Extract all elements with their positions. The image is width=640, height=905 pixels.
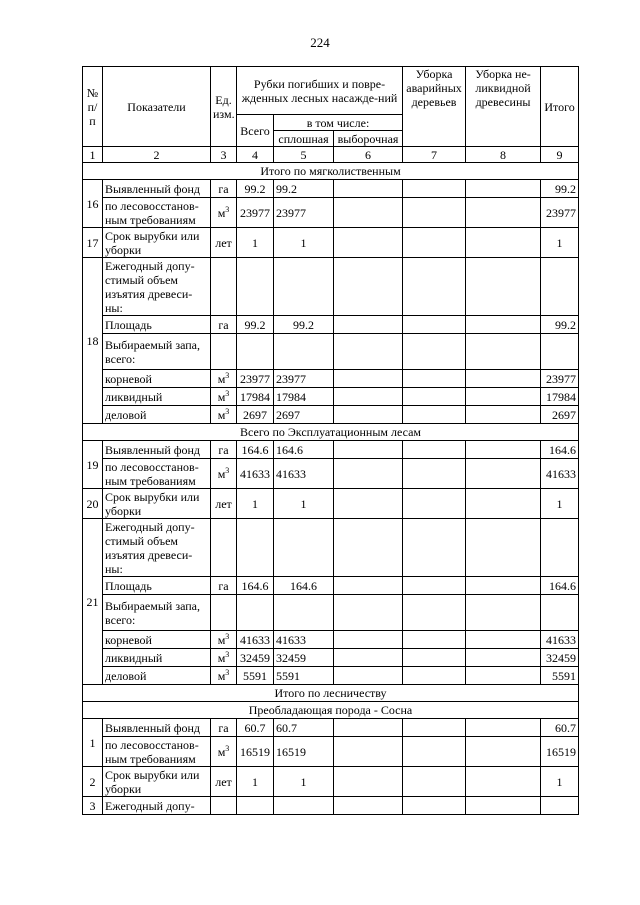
index-cell: 1: [83, 147, 103, 163]
value-itogo: 23977: [541, 198, 579, 228]
value-itogo: 2697: [541, 406, 579, 424]
value-emergency: [403, 180, 466, 198]
value-total: 164.6: [237, 577, 274, 595]
value-clear: 16519: [274, 737, 334, 767]
empty-cell: [466, 334, 541, 370]
empty-cell: [211, 595, 237, 631]
index-cell: 8: [466, 147, 541, 163]
value-illiquid: [466, 489, 541, 519]
value-illiquid: [466, 441, 541, 459]
value-itogo: 32459: [541, 649, 579, 667]
value-emergency: [403, 649, 466, 667]
value-illiquid: [466, 370, 541, 388]
unit-cell: га: [211, 316, 237, 334]
unit-cell: [211, 631, 237, 649]
value-emergency: [403, 441, 466, 459]
unit-m3: м: [217, 466, 226, 481]
indicator-label: корневой: [103, 631, 211, 649]
header-unit: Ед. изм.: [211, 67, 237, 147]
empty-cell: [541, 519, 579, 577]
value-selective: [334, 459, 403, 489]
value-itogo: 41633: [541, 459, 579, 489]
value-itogo: 1: [541, 489, 579, 519]
value-selective: [334, 316, 403, 334]
empty-cell: [237, 519, 274, 577]
unit-m3: м: [217, 205, 226, 220]
value-emergency: [403, 370, 466, 388]
empty-cell: [466, 258, 541, 316]
empty-cell: [274, 797, 334, 815]
unit-cell: [211, 649, 237, 667]
empty-cell: [403, 797, 466, 815]
value-itogo: 5591: [541, 667, 579, 685]
empty-cell: [237, 334, 274, 370]
indicator-label: Выбираемый запа, всего:: [103, 595, 211, 631]
header-illiquid: Уборка не-ликвидной древесины: [466, 67, 541, 147]
unit-m3-exponent: 3: [225, 406, 230, 416]
value-clear: 23977: [274, 370, 334, 388]
section-title: Итого по лесничеству: [83, 685, 579, 702]
unit-m3-exponent: 3: [225, 649, 230, 659]
value-total: 16519: [237, 737, 274, 767]
header-selective: выборочная: [334, 131, 403, 147]
row-number: 3: [83, 797, 103, 815]
empty-cell: [334, 797, 403, 815]
value-illiquid: [466, 198, 541, 228]
empty-cell: [211, 519, 237, 577]
empty-cell: [274, 519, 334, 577]
indicator-label: деловой: [103, 406, 211, 424]
value-itogo: 1: [541, 228, 579, 258]
value-total: 164.6: [237, 441, 274, 459]
value-emergency: [403, 459, 466, 489]
indicator-label: деловой: [103, 667, 211, 685]
header-num: № п/п: [83, 67, 103, 147]
unit-m3: м: [217, 668, 226, 683]
value-selective: [334, 631, 403, 649]
value-clear: 23977: [274, 198, 334, 228]
indicator-label: Ежегодный допу-стимый объем изъятия древеси-ны:: [103, 258, 211, 316]
unit-m3: м: [217, 407, 226, 422]
unit-m3-exponent: 3: [225, 631, 230, 641]
indicator-label: Выявленный фонд: [103, 719, 211, 737]
value-emergency: [403, 228, 466, 258]
empty-cell: [466, 797, 541, 815]
value-itogo: 99.2: [541, 316, 579, 334]
unit-cell: лет: [211, 767, 237, 797]
index-cell: 6: [334, 147, 403, 163]
unit-m3-exponent: 3: [225, 743, 230, 753]
value-selective: [334, 767, 403, 797]
value-selective: [334, 180, 403, 198]
index-cell: 9: [541, 147, 579, 163]
header-clear: сплошная: [274, 131, 334, 147]
value-emergency: [403, 198, 466, 228]
empty-cell: [334, 519, 403, 577]
value-emergency: [403, 406, 466, 424]
value-itogo: 16519: [541, 737, 579, 767]
value-emergency: [403, 388, 466, 406]
empty-cell: [274, 595, 334, 631]
value-total: 1: [237, 228, 274, 258]
indicator-label: Срок вырубки или уборки: [103, 228, 211, 258]
index-cell: 4: [237, 147, 274, 163]
value-emergency: [403, 667, 466, 685]
value-illiquid: [466, 459, 541, 489]
unit-cell: га: [211, 719, 237, 737]
unit-m3: м: [217, 389, 226, 404]
empty-cell: [211, 258, 237, 316]
header-total-all: Всего: [237, 115, 274, 147]
indicator-label: ликвидный: [103, 388, 211, 406]
unit-cell: [211, 198, 237, 228]
value-selective: [334, 649, 403, 667]
unit-cell: [211, 667, 237, 685]
value-emergency: [403, 737, 466, 767]
empty-cell: [274, 334, 334, 370]
value-itogo: 1: [541, 767, 579, 797]
indicator-label: Ежегодный допу-: [103, 797, 211, 815]
unit-cell: [211, 459, 237, 489]
row-number: 20: [83, 489, 103, 519]
value-emergency: [403, 631, 466, 649]
unit-cell: га: [211, 180, 237, 198]
value-illiquid: [466, 388, 541, 406]
unit-m3-exponent: 3: [225, 465, 230, 475]
unit-cell: лет: [211, 489, 237, 519]
page-number: 224: [310, 35, 330, 50]
value-total: 23977: [237, 198, 274, 228]
empty-cell: [334, 258, 403, 316]
empty-cell: [403, 595, 466, 631]
unit-m3: м: [217, 632, 226, 647]
value-illiquid: [466, 631, 541, 649]
empty-cell: [541, 258, 579, 316]
value-clear: 1: [274, 767, 334, 797]
unit-cell: [211, 370, 237, 388]
value-selective: [334, 198, 403, 228]
empty-cell: [403, 519, 466, 577]
indicator-label: Площадь: [103, 316, 211, 334]
empty-cell: [403, 258, 466, 316]
value-clear: 2697: [274, 406, 334, 424]
index-cell: 3: [211, 147, 237, 163]
empty-cell: [466, 519, 541, 577]
value-clear: 60.7: [274, 719, 334, 737]
value-selective: [334, 441, 403, 459]
indicator-label: Срок вырубки или уборки: [103, 489, 211, 519]
value-illiquid: [466, 767, 541, 797]
value-clear: 1: [274, 228, 334, 258]
value-total: 32459: [237, 649, 274, 667]
row-number: 16: [83, 180, 103, 228]
value-total: 2697: [237, 406, 274, 424]
row-number: 21: [83, 519, 103, 685]
row-number: 19: [83, 441, 103, 489]
unit-cell: [211, 388, 237, 406]
value-total: 99.2: [237, 316, 274, 334]
value-itogo: 164.6: [541, 441, 579, 459]
index-cell: 7: [403, 147, 466, 163]
header-emergency: Уборка аварийных деревьев: [403, 67, 466, 147]
value-selective: [334, 406, 403, 424]
index-cell: 5: [274, 147, 334, 163]
value-clear: 99.2: [274, 316, 334, 334]
empty-cell: [334, 595, 403, 631]
value-total: 60.7: [237, 719, 274, 737]
value-clear: 41633: [274, 459, 334, 489]
unit-cell: га: [211, 577, 237, 595]
value-emergency: [403, 316, 466, 334]
unit-cell: [211, 737, 237, 767]
value-total: 17984: [237, 388, 274, 406]
header-including: в том числе:: [274, 115, 403, 131]
row-number: 2: [83, 767, 103, 797]
empty-cell: [237, 595, 274, 631]
unit-m3-exponent: 3: [225, 667, 230, 677]
value-itogo: 17984: [541, 388, 579, 406]
value-emergency: [403, 489, 466, 519]
value-illiquid: [466, 737, 541, 767]
index-cell: 2: [103, 147, 211, 163]
indicator-label: корневой: [103, 370, 211, 388]
section-subtitle: Преобладающая порода - Сосна: [83, 702, 579, 719]
value-illiquid: [466, 228, 541, 258]
value-total: 41633: [237, 631, 274, 649]
value-illiquid: [466, 406, 541, 424]
value-total: 41633: [237, 459, 274, 489]
unit-m3: м: [217, 371, 226, 386]
indicator-label: Выявленный фонд: [103, 441, 211, 459]
empty-cell: [541, 334, 579, 370]
section-title: Итого по мягколиственным: [83, 163, 579, 180]
forest-felling-table: [82, 66, 579, 815]
value-illiquid: [466, 180, 541, 198]
indicator-label: Площадь: [103, 577, 211, 595]
value-total: 5591: [237, 667, 274, 685]
value-clear: 1: [274, 489, 334, 519]
value-selective: [334, 388, 403, 406]
value-selective: [334, 489, 403, 519]
empty-cell: [211, 797, 237, 815]
value-selective: [334, 667, 403, 685]
value-itogo: 23977: [541, 370, 579, 388]
value-clear: 17984: [274, 388, 334, 406]
indicator-label: по лесовосстанов-ным требованиям: [103, 198, 211, 228]
value-illiquid: [466, 719, 541, 737]
value-selective: [334, 737, 403, 767]
row-number: 18: [83, 258, 103, 424]
value-clear: 164.6: [274, 441, 334, 459]
value-total: 99.2: [237, 180, 274, 198]
empty-cell: [237, 797, 274, 815]
value-illiquid: [466, 316, 541, 334]
unit-m3-exponent: 3: [225, 388, 230, 398]
value-itogo: 164.6: [541, 577, 579, 595]
section-title: Всего по Эксплуатационным лесам: [83, 424, 579, 441]
value-itogo: 41633: [541, 631, 579, 649]
empty-cell: [466, 595, 541, 631]
unit-m3: м: [217, 650, 226, 665]
header-indicator: Показатели: [103, 67, 211, 147]
indicator-label: Ежегодный допу-стимый объем изъятия древеси-ны:: [103, 519, 211, 577]
value-clear: 164.6: [274, 577, 334, 595]
value-itogo: 99.2: [541, 180, 579, 198]
empty-cell: [334, 334, 403, 370]
indicator-label: Выбираемый запа, всего:: [103, 334, 211, 370]
value-illiquid: [466, 649, 541, 667]
value-selective: [334, 719, 403, 737]
empty-cell: [211, 334, 237, 370]
value-itogo: 60.7: [541, 719, 579, 737]
empty-cell: [541, 595, 579, 631]
value-emergency: [403, 719, 466, 737]
unit-cell: лет: [211, 228, 237, 258]
unit-m3-exponent: 3: [225, 204, 230, 214]
value-total: 1: [237, 767, 274, 797]
value-clear: 41633: [274, 631, 334, 649]
indicator-label: по лесовосстанов-ным требованиям: [103, 459, 211, 489]
value-selective: [334, 577, 403, 595]
empty-cell: [541, 797, 579, 815]
unit-cell: га: [211, 441, 237, 459]
indicator-label: Выявленный фонд: [103, 180, 211, 198]
value-total: 23977: [237, 370, 274, 388]
value-emergency: [403, 767, 466, 797]
value-total: 1: [237, 489, 274, 519]
value-selective: [334, 228, 403, 258]
empty-cell: [274, 258, 334, 316]
value-clear: 99.2: [274, 180, 334, 198]
row-number: 17: [83, 228, 103, 258]
header-itogo: Итого: [541, 67, 579, 147]
row-number: 1: [83, 719, 103, 767]
value-clear: 5591: [274, 667, 334, 685]
value-illiquid: [466, 667, 541, 685]
value-emergency: [403, 577, 466, 595]
unit-cell: [211, 406, 237, 424]
header-felling: Рубки погибших и повре-жденных лесных насажде-ний: [237, 67, 403, 115]
indicator-label: по лесовосстанов-ным требованиям: [103, 737, 211, 767]
empty-cell: [237, 258, 274, 316]
value-selective: [334, 370, 403, 388]
unit-m3: м: [217, 744, 226, 759]
empty-cell: [403, 334, 466, 370]
indicator-label: Срок вырубки или уборки: [103, 767, 211, 797]
value-clear: 32459: [274, 649, 334, 667]
value-illiquid: [466, 577, 541, 595]
unit-m3-exponent: 3: [225, 370, 230, 380]
indicator-label: ликвидный: [103, 649, 211, 667]
